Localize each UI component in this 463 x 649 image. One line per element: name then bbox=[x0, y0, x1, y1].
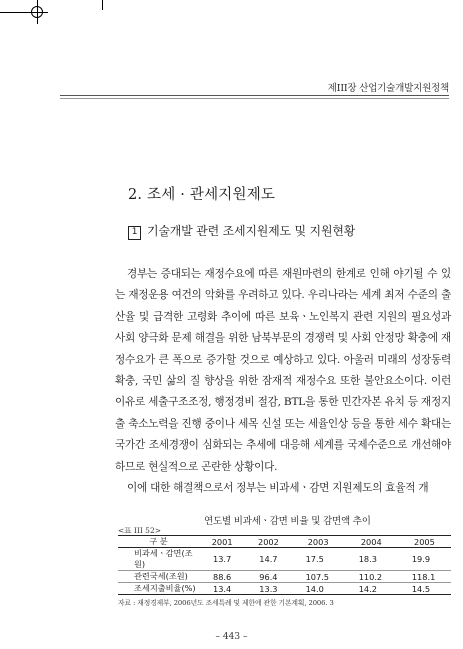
running-head: 제III장 산업기술개발지원정책 bbox=[327, 83, 449, 94]
page-number: – 443 – bbox=[215, 632, 248, 642]
tax-expenditure-table bbox=[118, 535, 451, 595]
subsection-number: 1 bbox=[128, 226, 141, 240]
registration-mark-icon bbox=[31, 6, 43, 18]
table-header-row bbox=[118, 536, 451, 548]
subsection-title: 기술개발 관련 조세지원제도 및 지원현황 bbox=[147, 224, 356, 238]
table-cell: 14.7 bbox=[245, 548, 291, 571]
row-label: 비과세ㆍ감면(조원) bbox=[118, 548, 199, 571]
table-caption: 연도별 비과세ㆍ감면 비율 및 감면액 추이 bbox=[204, 516, 371, 527]
table-row bbox=[118, 571, 451, 583]
crop-mark-line bbox=[102, 0, 103, 10]
table-cell: 18.3 bbox=[345, 548, 398, 571]
table-number: <표 III 52> bbox=[118, 526, 162, 535]
table-header-cell: 2001 bbox=[199, 536, 245, 548]
table-cell: 13.3 bbox=[245, 583, 291, 595]
table-source-note: 자료 : 재정경제부, 2006년도 조세특례 및 제한에 관한 기본계획, 2006. 3 bbox=[118, 599, 334, 607]
table-header-cell: 2002 bbox=[245, 536, 291, 548]
table-cell: 118.1 bbox=[398, 571, 451, 583]
table-row bbox=[118, 548, 451, 571]
section-title: 2. 조세 · 관세지원제도 bbox=[128, 187, 276, 203]
table-cell: 107.5 bbox=[292, 571, 345, 583]
crop-mark-line bbox=[0, 12, 28, 13]
table-cell: 13.7 bbox=[199, 548, 245, 571]
table-cell: 17.5 bbox=[292, 548, 345, 571]
paragraph: 경부는 증대되는 재정수요에 따른 재원마련의 한계로 인해 야기될 수 있는 재정운용 여건의 악화를 우려하고 있다. 우리나라는 세계 최저 수준의 출산율 및 급격한 고령화 추이에 따른 보육ㆍ노인복지 관련 지원의 필요성과 사회 양극화 문제 해결을 위한 남북부문의 경쟁력 및 사회 안정망 확충에 재정수요가 큰 폭으로 증가할 것으로 예상하고 있다. 아울러 미래의 성장동력 확충, 국민 삶의 질 향상을 위한 잠재적 재정수요 또한 불안요소이다. 이런 이유로 세출구조조정, 행정경비 절감, BTL을 통한 민간자본 유치 등 재정지출 축소노력을 진행 중이나 세목 신설 또는 세율인상 등을 통한 세수 확대는 국가간 조세경쟁이 심화되는 추세에 대응해 세계를 국제수준으로 개선해야 하므로 현실적으로 곤란한 상황이다. bbox=[115, 268, 451, 473]
table-cell: 88.6 bbox=[199, 571, 245, 583]
table-header-cell: 2004 bbox=[345, 536, 398, 548]
table-cell: 14.5 bbox=[398, 583, 451, 595]
table-header-cell: 2003 bbox=[292, 536, 345, 548]
subsection-heading bbox=[128, 222, 355, 240]
table-row bbox=[118, 583, 451, 595]
table-cell: 14.0 bbox=[292, 583, 345, 595]
header-rule bbox=[60, 95, 449, 96]
row-label: 관련국세(조원) bbox=[118, 571, 199, 583]
row-label: 조세지출비율(%) bbox=[118, 583, 199, 595]
paragraph: 이에 대한 해결책으로서 정부는 비과세ㆍ감면 지원제도의 효율적 개 bbox=[127, 482, 429, 495]
body-text bbox=[115, 264, 451, 499]
table-header-cell: 구 분 bbox=[118, 536, 199, 548]
table-cell: 19.9 bbox=[398, 548, 451, 571]
table-cell: 110.2 bbox=[345, 571, 398, 583]
header-rule bbox=[60, 98, 449, 99]
table-cell: 96.4 bbox=[245, 571, 291, 583]
table-cell: 14.2 bbox=[345, 583, 398, 595]
table-header-cell: 2005 bbox=[398, 536, 451, 548]
table-cell: 13.4 bbox=[199, 583, 245, 595]
